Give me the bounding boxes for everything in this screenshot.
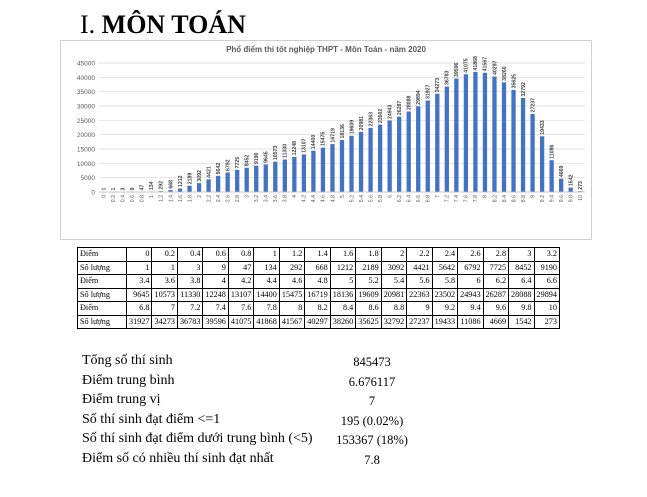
score-cell: 2.4 [432,248,457,262]
x-tick-label: 2.8 [234,195,241,203]
count-cell: 2189 [356,261,381,275]
count-cell: 39596 [203,315,228,329]
row-label: Điểm [78,248,127,262]
bar [273,162,277,192]
data-label: 35625 [511,73,518,89]
score-cell: 9.2 [432,302,457,316]
data-label: 273 [578,181,585,190]
score-cell: 8.6 [356,302,381,316]
bar [197,183,201,192]
score-cell: 5.6 [407,275,432,289]
count-cell: 4669 [483,315,508,329]
data-label: 1 [111,187,118,191]
x-tick-label: 0.4 [120,195,127,203]
count-cell: 19433 [432,315,457,329]
data-label: 1 [101,187,108,191]
x-tick-label: 5.6 [368,195,375,203]
count-cell: 6792 [458,261,483,275]
bar [216,176,220,192]
data-label: 29894 [416,90,423,105]
section-title: MÔN TOÁN [101,10,246,39]
row-label: Điểm [78,275,127,289]
count-cell: 20981 [381,288,406,302]
data-label: 18136 [339,124,346,139]
data-label: 8452 [244,154,251,167]
bar [206,179,210,192]
score-cell: 7.2 [177,302,202,316]
count-cell: 47 [228,261,253,275]
score-cell: 0.8 [228,248,253,262]
data-label: 27237 [530,97,537,113]
bar [397,117,401,192]
data-label: 11086 [549,144,556,159]
y-tick-label: 10000 [76,160,95,168]
x-tick-label: 1.2 [158,195,165,203]
x-tick-label: 5.8 [377,195,384,203]
count-cell: 36783 [177,315,202,329]
x-tick-label: 7.2 [444,195,451,203]
score-cell: 5.2 [356,275,381,289]
stat-value: 153367 (18%) [336,433,408,447]
data-label: 3 [120,187,127,191]
count-cell: 15475 [279,288,304,302]
x-tick-label: 1.4 [168,195,175,203]
count-cell: 24943 [458,288,483,302]
count-cell: 35625 [356,315,381,329]
score-cell: 7.4 [203,302,228,316]
score-cell: 1.2 [279,248,304,262]
count-cell: 9645 [127,288,152,302]
data-label: 2189 [187,172,194,185]
count-cell: 1542 [509,315,534,329]
data-label: 14400 [311,134,318,150]
y-tick-label: 30000 [76,103,95,111]
count-cell: 9190 [534,261,559,275]
x-tick-label: 0.6 [130,195,137,203]
score-cell: 3.6 [152,275,177,289]
data-label: 9 [130,187,137,191]
y-tick-label: 45000 [76,60,95,68]
data-label: 20981 [358,115,365,131]
data-label: 13107 [301,138,308,153]
count-cell: 8452 [509,261,534,275]
score-cell: 2 [381,248,406,262]
x-tick-label: 8 [482,195,489,198]
bar [330,144,334,192]
stat-label: Điểm trung vị [82,392,161,407]
bar [407,111,411,192]
x-tick-label: 0.2 [111,195,118,203]
data-label: 15475 [320,131,327,147]
x-tick-label: 2.4 [215,195,222,203]
data-label: 9645 [263,151,270,163]
x-tick-label: 8.4 [501,195,508,203]
count-cell: 22363 [407,288,432,302]
x-tick-label: 6.8 [425,195,432,203]
data-label: 10573 [273,145,280,161]
x-tick-label: 7 [435,195,442,198]
count-row [78,261,560,275]
bar [178,189,182,192]
score-cell: 9.4 [458,302,483,316]
count-cell: 12248 [203,288,228,302]
data-label: 36783 [444,70,451,86]
chart-title: Phổ điểm thi tốt nghiệp THPT - Môn Toán - năm 2020 [226,45,426,54]
data-label: 22363 [368,111,375,127]
data-label: 26287 [396,100,403,116]
score-cell: 9.8 [509,302,534,316]
x-tick-label: 8.8 [520,195,527,203]
data-label: 1542 [568,174,575,187]
bar [416,106,420,192]
stat-value: 7.8 [364,452,380,467]
score-distribution-table [77,247,560,329]
bar [502,82,506,192]
count-cell: 28088 [509,288,534,302]
x-tick-label: 1.8 [187,195,194,203]
bar [226,173,230,192]
data-label: 668 [168,179,175,189]
x-tick-label: 3.8 [282,195,289,203]
score-cell: 7 [152,302,177,316]
bar [235,170,239,192]
bar [445,87,449,192]
bar [530,114,534,192]
score-cell: 3.8 [177,275,202,289]
count-cell: 9 [203,261,228,275]
bar [187,186,191,192]
row-label: Số lượng [78,288,127,302]
count-cell: 1 [127,261,152,275]
y-tick-label: 40000 [76,74,95,82]
data-label: 11330 [282,143,289,159]
count-cell: 29894 [534,288,559,302]
bar [521,98,525,192]
count-cell: 41567 [279,315,304,329]
count-cell: 4421 [407,261,432,275]
data-label: 23502 [377,108,384,124]
bar [349,136,353,192]
section-heading [80,10,246,40]
x-tick-label: 9.6 [558,195,565,203]
bar [435,94,439,192]
stat-label: Điểm số có nhiều thí sinh đạt nhất [82,450,274,466]
count-cell: 7725 [483,261,508,275]
data-label: 1212 [177,175,184,188]
data-label: 292 [158,181,165,190]
count-cell: 27237 [407,315,432,329]
x-tick-label: 3.2 [254,195,261,203]
bar [464,74,468,192]
bar [302,154,306,192]
data-label: 16719 [330,128,337,143]
count-cell: 38260 [330,315,355,329]
score-cell: 2.2 [407,248,432,262]
count-cell: 40297 [305,315,330,329]
bar [368,128,372,192]
count-cell: 19609 [356,288,381,302]
x-tick-label: 7.4 [454,195,461,203]
score-cell: 4.8 [305,275,330,289]
score-cell: 8 [279,302,304,316]
x-tick-label: 4.4 [311,195,318,203]
score-cell: 0.2 [152,248,177,262]
x-tick-label: 5.2 [349,195,356,203]
y-tick-label: 15000 [76,146,95,154]
stat-label: Điểm trung bình [82,372,175,388]
data-label: 4669 [558,165,565,178]
data-label: 4421 [206,166,213,178]
bar [388,120,392,192]
x-tick-label: 4.2 [301,195,308,203]
count-cell: 273 [534,315,559,329]
x-tick-label: 4.6 [320,195,327,203]
count-cell: 26287 [483,288,508,302]
count-cell: 668 [305,261,330,275]
score-cell: 4.6 [279,275,304,289]
x-tick-label: 1 [149,195,156,198]
score-cell: 8.8 [381,302,406,316]
score-cell: 2.8 [483,248,508,262]
score-distribution-chart [60,40,592,240]
section-number: I. [80,10,102,39]
score-cell: 0 [127,248,152,262]
data-label: 39596 [454,62,461,77]
score-cell: 3.4 [127,275,152,289]
data-label: 28088 [406,95,413,110]
count-cell: 31927 [127,315,152,329]
score-cell: 10 [534,302,559,316]
data-label: 31927 [425,84,432,99]
row-label: Số lượng [78,261,127,275]
score-cell: 3 [509,248,534,262]
count-cell: 13107 [228,288,253,302]
bar [245,168,249,192]
score-cell: 1.6 [330,248,355,262]
count-cell: 292 [279,261,304,275]
bar [340,140,344,192]
x-tick-label: 6 [387,195,394,198]
score-cell: 6.6 [534,275,559,289]
x-tick-label: 4.8 [330,195,337,203]
count-cell: 23502 [432,288,457,302]
score-cell: 9.6 [483,302,508,316]
score-cell: 6.4 [509,275,534,289]
x-tick-label: 3.4 [263,195,270,203]
count-cell: 34273 [152,315,177,329]
bar [292,157,296,192]
x-tick-label: 7.6 [463,195,470,203]
bar [483,73,487,192]
score-cell: 5.8 [432,275,457,289]
x-tick-label: 5.4 [358,195,365,203]
bar [540,136,544,192]
score-cell: 0.6 [203,248,228,262]
score-cell: 4.4 [254,275,279,289]
data-label: 24943 [387,104,394,119]
score-row [78,248,560,262]
count-cell: 3 [177,261,202,275]
stat-value: 195 (0.02%) [340,413,404,428]
stat-label: Số thí sinh đạt điểm dưới trung bình (<5) [82,431,313,446]
bar [283,160,287,192]
bar [454,78,458,192]
x-tick-label: 2 [196,195,203,198]
bar [426,100,430,192]
x-tick-label: 4 [292,195,299,198]
x-tick-label: 0.8 [139,195,146,203]
x-tick-label: 8.2 [492,195,499,203]
count-cell: 10573 [152,288,177,302]
bar [254,166,258,192]
x-tick-label: 9.8 [568,195,575,203]
x-tick-label: 7.8 [473,195,480,203]
stat-label: Tổng số thí sinh [82,353,173,368]
count-cell: 41868 [254,315,279,329]
y-tick-label: 20000 [76,132,95,140]
row-label: Số lượng [78,315,127,329]
data-label: 40297 [492,60,499,75]
x-tick-label: 10 [578,195,585,201]
bar [492,76,496,192]
score-cell: 6.2 [483,275,508,289]
count-row [78,288,560,302]
score-row [78,275,560,289]
count-cell: 16719 [305,288,330,302]
count-cell: 1212 [330,261,355,275]
count-cell: 32792 [381,315,406,329]
score-cell: 7.8 [254,302,279,316]
count-cell: 1 [152,261,177,275]
score-cell: 6 [458,275,483,289]
stat-value: 845473 [353,355,391,369]
score-row [78,302,560,316]
bar [569,188,573,192]
x-tick-label: 9 [530,195,537,198]
data-label: 3092 [196,170,203,182]
x-tick-label: 5 [339,195,346,198]
x-tick-label: 6.6 [416,195,423,203]
bar [559,179,563,192]
x-tick-label: 1.6 [177,195,184,203]
x-tick-label: 9.2 [539,195,546,203]
row-label: Điểm [78,302,127,316]
count-cell: 14400 [254,288,279,302]
y-tick-label: 5000 [80,175,95,183]
score-cell: 9 [407,302,432,316]
data-label: 7725 [234,156,241,169]
data-label: 38260 [501,66,508,81]
data-label: 134 [149,181,156,191]
data-label: 41868 [473,56,480,71]
data-label: 12248 [292,140,299,156]
count-cell: 134 [254,261,279,275]
x-tick-label: 2.2 [206,195,213,203]
x-tick-label: 8.6 [511,195,518,203]
x-tick-label: 2.6 [225,195,232,203]
x-tick-label: 3.6 [273,195,280,203]
score-cell: 6.8 [127,302,152,316]
data-label: 19609 [349,119,356,135]
stat-label: Số thí sinh đạt điểm <=1 [82,411,221,427]
data-label: 5642 [215,162,222,175]
bar [473,72,477,192]
y-tick-label: 35000 [76,89,95,97]
score-cell: 4.2 [228,275,253,289]
y-tick-label: 0 [91,189,95,197]
bar [511,90,515,192]
stat-value: 6.676117 [348,374,396,389]
x-tick-label: 9.4 [549,195,556,203]
count-cell: 41075 [228,315,253,329]
score-cell: 1.8 [356,248,381,262]
score-cell: 1 [254,248,279,262]
data-label: 32792 [520,82,527,97]
data-label: 41075 [463,58,470,73]
score-cell: 0.4 [177,248,202,262]
data-label: 34273 [435,77,442,93]
score-cell: 3.2 [534,248,559,262]
count-cell: 11330 [177,288,202,302]
bar [311,151,315,192]
bar [378,125,382,192]
bar [359,132,363,192]
stat-value: 7 [368,394,376,408]
data-label: 47 [139,184,146,191]
data-label: 41567 [482,56,489,72]
score-cell: 2.6 [458,248,483,262]
bar [321,148,325,192]
count-cell: 3092 [381,261,406,275]
score-cell: 4 [203,275,228,289]
data-label: 19433 [539,120,546,135]
score-cell: 8.4 [330,302,355,316]
x-tick-label: 6.2 [396,195,403,203]
count-cell: 11086 [458,315,483,329]
bar [550,160,554,192]
chart-canvas [61,41,593,241]
data-label: 6792 [225,159,232,172]
score-cell: 1.4 [305,248,330,262]
x-tick-label: 0 [101,195,108,198]
y-tick-label: 25000 [76,117,95,125]
data-label: 9190 [254,152,261,165]
bar [264,164,268,192]
count-cell: 5642 [432,261,457,275]
x-tick-label: 3 [244,195,251,198]
count-row [78,315,560,329]
score-cell: 8.2 [305,302,330,316]
x-tick-label: 6.4 [406,195,413,203]
score-cell: 5 [330,275,355,289]
count-cell: 18136 [330,288,355,302]
score-cell: 7.6 [228,302,253,316]
score-cell: 5.4 [381,275,406,289]
